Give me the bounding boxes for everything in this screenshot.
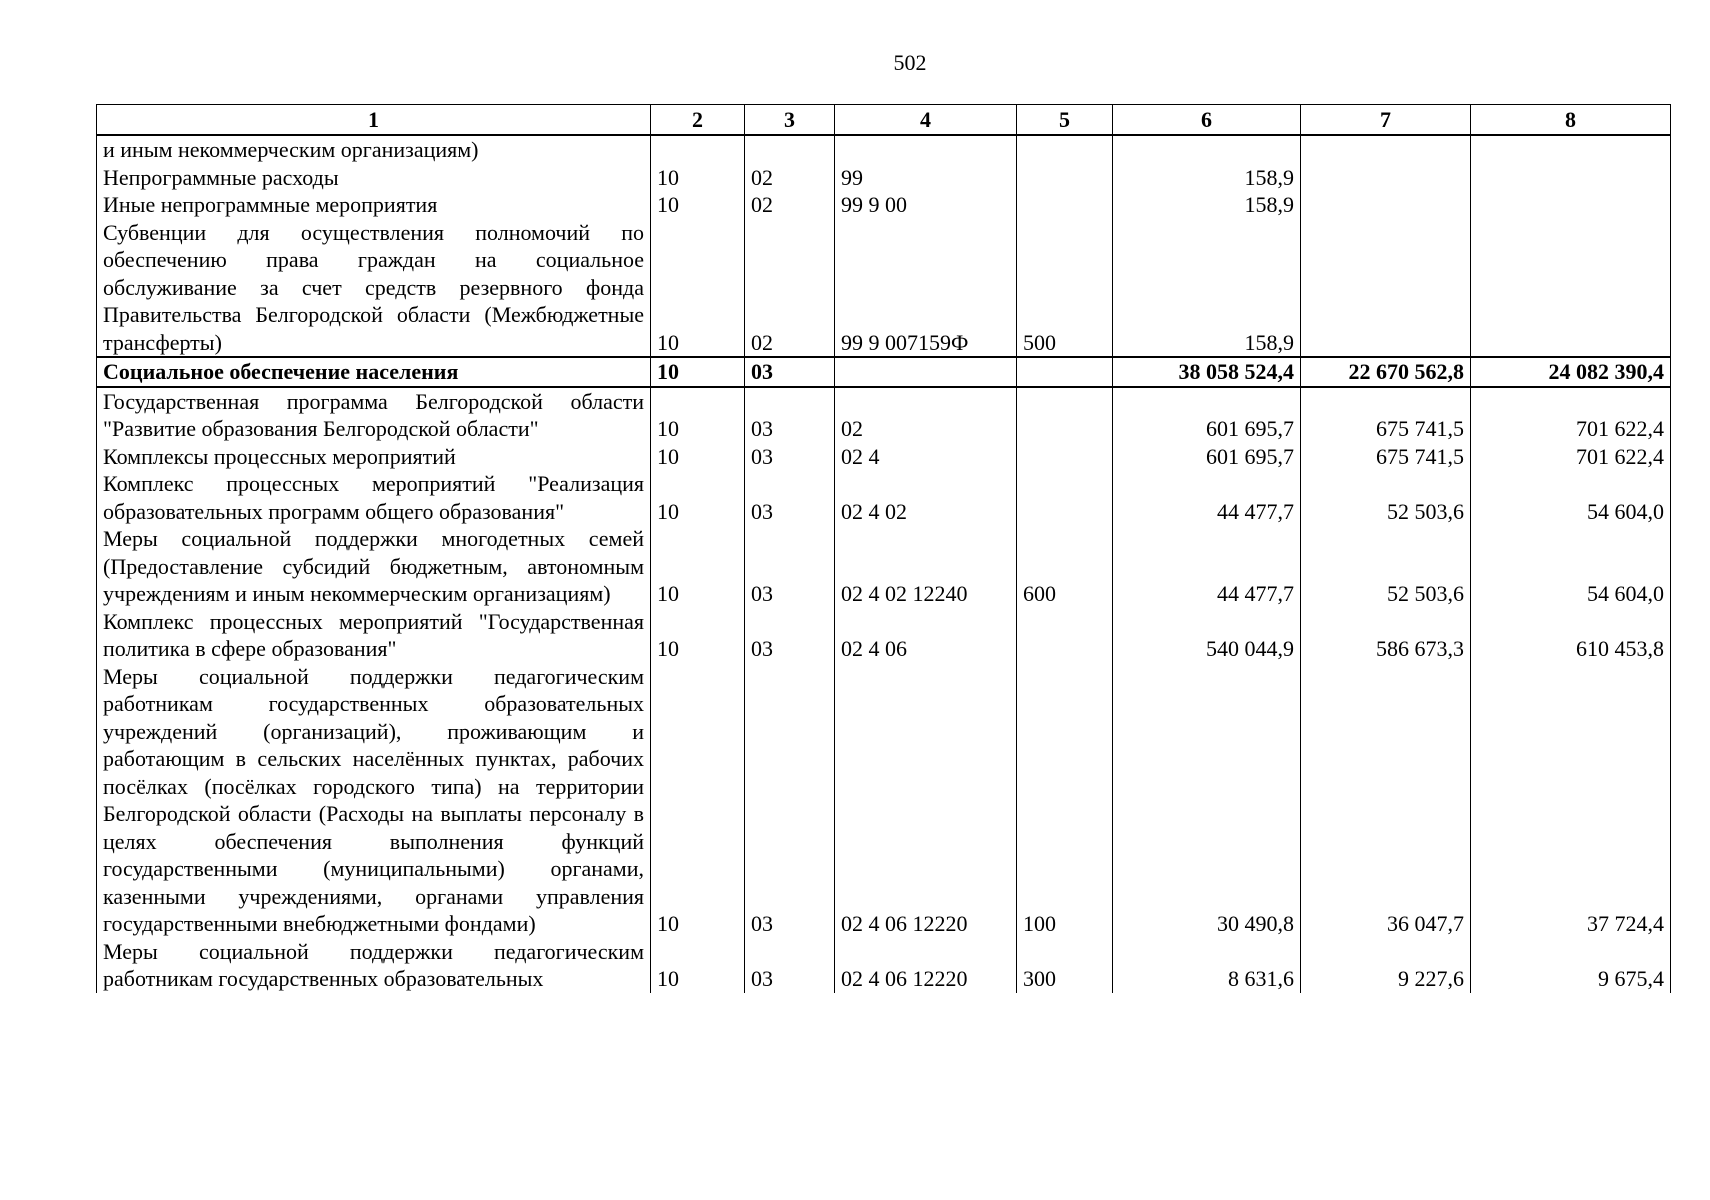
- cell-amount-6: 601 695,7: [1113, 387, 1301, 443]
- cell-expense-type: [1017, 443, 1113, 471]
- cell-expense-type: [1017, 135, 1113, 164]
- cell-amount-8: [1471, 219, 1671, 358]
- cell-target-article: 99 9 00: [835, 191, 1017, 219]
- cell-subsection: 03: [745, 938, 835, 993]
- row-name: Комплекс процессных мероприятий "Реализация образовательных программ общего образования": [97, 470, 651, 525]
- cell-target-article: 99 9 007159Ф: [835, 219, 1017, 358]
- row-name: Непрограммные расходы: [97, 164, 651, 192]
- cell-amount-6: 601 695,7: [1113, 443, 1301, 471]
- header-col-3: 3: [745, 105, 835, 136]
- cell-expense-type: [1017, 357, 1113, 387]
- cell-target-article: 99: [835, 164, 1017, 192]
- cell-subsection: 03: [745, 525, 835, 608]
- cell-amount-7: 675 741,5: [1301, 387, 1471, 443]
- cell-subsection: [745, 135, 835, 164]
- cell-expense-type: [1017, 164, 1113, 192]
- cell-expense-type: [1017, 191, 1113, 219]
- table-row: [97, 135, 1671, 164]
- cell-amount-8: 701 622,4: [1471, 387, 1671, 443]
- table-row-section-total: [97, 357, 1671, 387]
- cell-section: 10: [651, 470, 745, 525]
- cell-amount-6: [1113, 135, 1301, 164]
- cell-target-article: 02 4 02: [835, 470, 1017, 525]
- cell-section: 10: [651, 387, 745, 443]
- header-col-8: 8: [1471, 105, 1671, 136]
- cell-amount-8: [1471, 191, 1671, 219]
- row-name: Меры социальной поддержки педагогическим работникам государственных образовательных: [97, 938, 651, 993]
- cell-expense-type: 300: [1017, 938, 1113, 993]
- cell-amount-7: 9 227,6: [1301, 938, 1471, 993]
- cell-subsection: 03: [745, 663, 835, 938]
- table-row: [97, 470, 1671, 525]
- cell-section: 10: [651, 608, 745, 663]
- cell-target-article: 02: [835, 387, 1017, 443]
- cell-amount-6: 158,9: [1113, 219, 1301, 358]
- row-name: Субвенции для осуществления полномочий по обеспечению права граждан на социальное обслуживание за счет средств резервного фонда Правительства Белгородской области (Межбюджетные трансферты): [97, 219, 651, 358]
- cell-amount-7: 22 670 562,8: [1301, 357, 1471, 387]
- cell-amount-8: 24 082 390,4: [1471, 357, 1671, 387]
- cell-expense-type: [1017, 387, 1113, 443]
- header-col-6: 6: [1113, 105, 1301, 136]
- cell-subsection: 03: [745, 608, 835, 663]
- cell-amount-7: 675 741,5: [1301, 443, 1471, 471]
- cell-target-article: 02 4 06 12220: [835, 938, 1017, 993]
- cell-amount-6: 30 490,8: [1113, 663, 1301, 938]
- cell-amount-7: [1301, 191, 1471, 219]
- cell-amount-8: [1471, 135, 1671, 164]
- cell-section: 10: [651, 525, 745, 608]
- table-row: [97, 663, 1671, 938]
- cell-amount-7: 36 047,7: [1301, 663, 1471, 938]
- cell-target-article: [835, 357, 1017, 387]
- cell-amount-7: [1301, 219, 1471, 358]
- cell-section: 10: [651, 164, 745, 192]
- table-row: [97, 608, 1671, 663]
- row-name: Государственная программа Белгородской области "Развитие образования Белгородской области": [97, 387, 651, 443]
- table-row: [97, 938, 1671, 993]
- cell-amount-6: 44 477,7: [1113, 525, 1301, 608]
- table-row: [97, 164, 1671, 192]
- cell-section: 10: [651, 357, 745, 387]
- cell-amount-6: 158,9: [1113, 191, 1301, 219]
- cell-subsection: 03: [745, 357, 835, 387]
- cell-amount-7: [1301, 135, 1471, 164]
- cell-amount-7: 52 503,6: [1301, 525, 1471, 608]
- cell-expense-type: 500: [1017, 219, 1113, 358]
- table-row: [97, 219, 1671, 358]
- cell-section: 10: [651, 191, 745, 219]
- cell-amount-6: 38 058 524,4: [1113, 357, 1301, 387]
- cell-section: 10: [651, 219, 745, 358]
- cell-expense-type: [1017, 608, 1113, 663]
- cell-expense-type: 100: [1017, 663, 1113, 938]
- row-name: Комплекс процессных мероприятий "Государственная политика в сфере образования": [97, 608, 651, 663]
- row-name: Социальное обеспечение населения: [97, 357, 651, 387]
- cell-amount-8: 701 622,4: [1471, 443, 1671, 471]
- cell-subsection: 03: [745, 470, 835, 525]
- cell-section: 10: [651, 663, 745, 938]
- cell-expense-type: [1017, 470, 1113, 525]
- cell-section: 10: [651, 938, 745, 993]
- cell-subsection: 02: [745, 164, 835, 192]
- cell-subsection: 03: [745, 443, 835, 471]
- cell-amount-8: 54 604,0: [1471, 470, 1671, 525]
- row-name: и иным некоммерческим организациям): [97, 135, 651, 164]
- cell-subsection: 03: [745, 387, 835, 443]
- cell-amount-7: 52 503,6: [1301, 470, 1471, 525]
- row-name: Иные непрограммные мероприятия: [97, 191, 651, 219]
- cell-amount-6: 8 631,6: [1113, 938, 1301, 993]
- cell-target-article: 02 4 02 12240: [835, 525, 1017, 608]
- cell-expense-type: 600: [1017, 525, 1113, 608]
- table-row: [97, 191, 1671, 219]
- budget-table: [96, 104, 1671, 993]
- cell-subsection: 02: [745, 219, 835, 358]
- cell-target-article: [835, 135, 1017, 164]
- row-name: Комплексы процессных мероприятий: [97, 443, 651, 471]
- cell-target-article: 02 4: [835, 443, 1017, 471]
- cell-amount-8: 37 724,4: [1471, 663, 1671, 938]
- cell-amount-8: 9 675,4: [1471, 938, 1671, 993]
- cell-amount-8: 610 453,8: [1471, 608, 1671, 663]
- table-row: [97, 443, 1671, 471]
- cell-amount-8: 54 604,0: [1471, 525, 1671, 608]
- cell-subsection: 02: [745, 191, 835, 219]
- cell-target-article: 02 4 06: [835, 608, 1017, 663]
- header-col-7: 7: [1301, 105, 1471, 136]
- row-name: Меры социальной поддержки педагогическим работникам государственных образовательных учреждений (организаций), проживающим и работающим в сельских населённых пунктах, рабочих посёлках (посёлках городского типа) на территории Белгородской области (Расходы на выплаты персоналу в целях обеспечения выполнения функций государственными (муниципальными) органами, казенными учреждениями, органами управления государственными внебюджетными фондами): [97, 663, 651, 938]
- cell-amount-6: 158,9: [1113, 164, 1301, 192]
- cell-amount-7: [1301, 164, 1471, 192]
- table-row: [97, 387, 1671, 443]
- cell-amount-8: [1471, 164, 1671, 192]
- header-col-4: 4: [835, 105, 1017, 136]
- header-row: [97, 105, 1671, 136]
- cell-amount-6: 44 477,7: [1113, 470, 1301, 525]
- header-col-2: 2: [651, 105, 745, 136]
- cell-amount-6: 540 044,9: [1113, 608, 1301, 663]
- table-row: [97, 525, 1671, 608]
- cell-target-article: 02 4 06 12220: [835, 663, 1017, 938]
- row-name: Меры социальной поддержки многодетных семей (Предоставление субсидий бюджетным, автономным учреждениям и иным некоммерческим организациям): [97, 525, 651, 608]
- header-col-5: 5: [1017, 105, 1113, 136]
- page-number: 502: [893, 50, 927, 75]
- cell-section: [651, 135, 745, 164]
- header-col-1: 1: [97, 105, 651, 136]
- cell-amount-7: 586 673,3: [1301, 608, 1471, 663]
- cell-section: 10: [651, 443, 745, 471]
